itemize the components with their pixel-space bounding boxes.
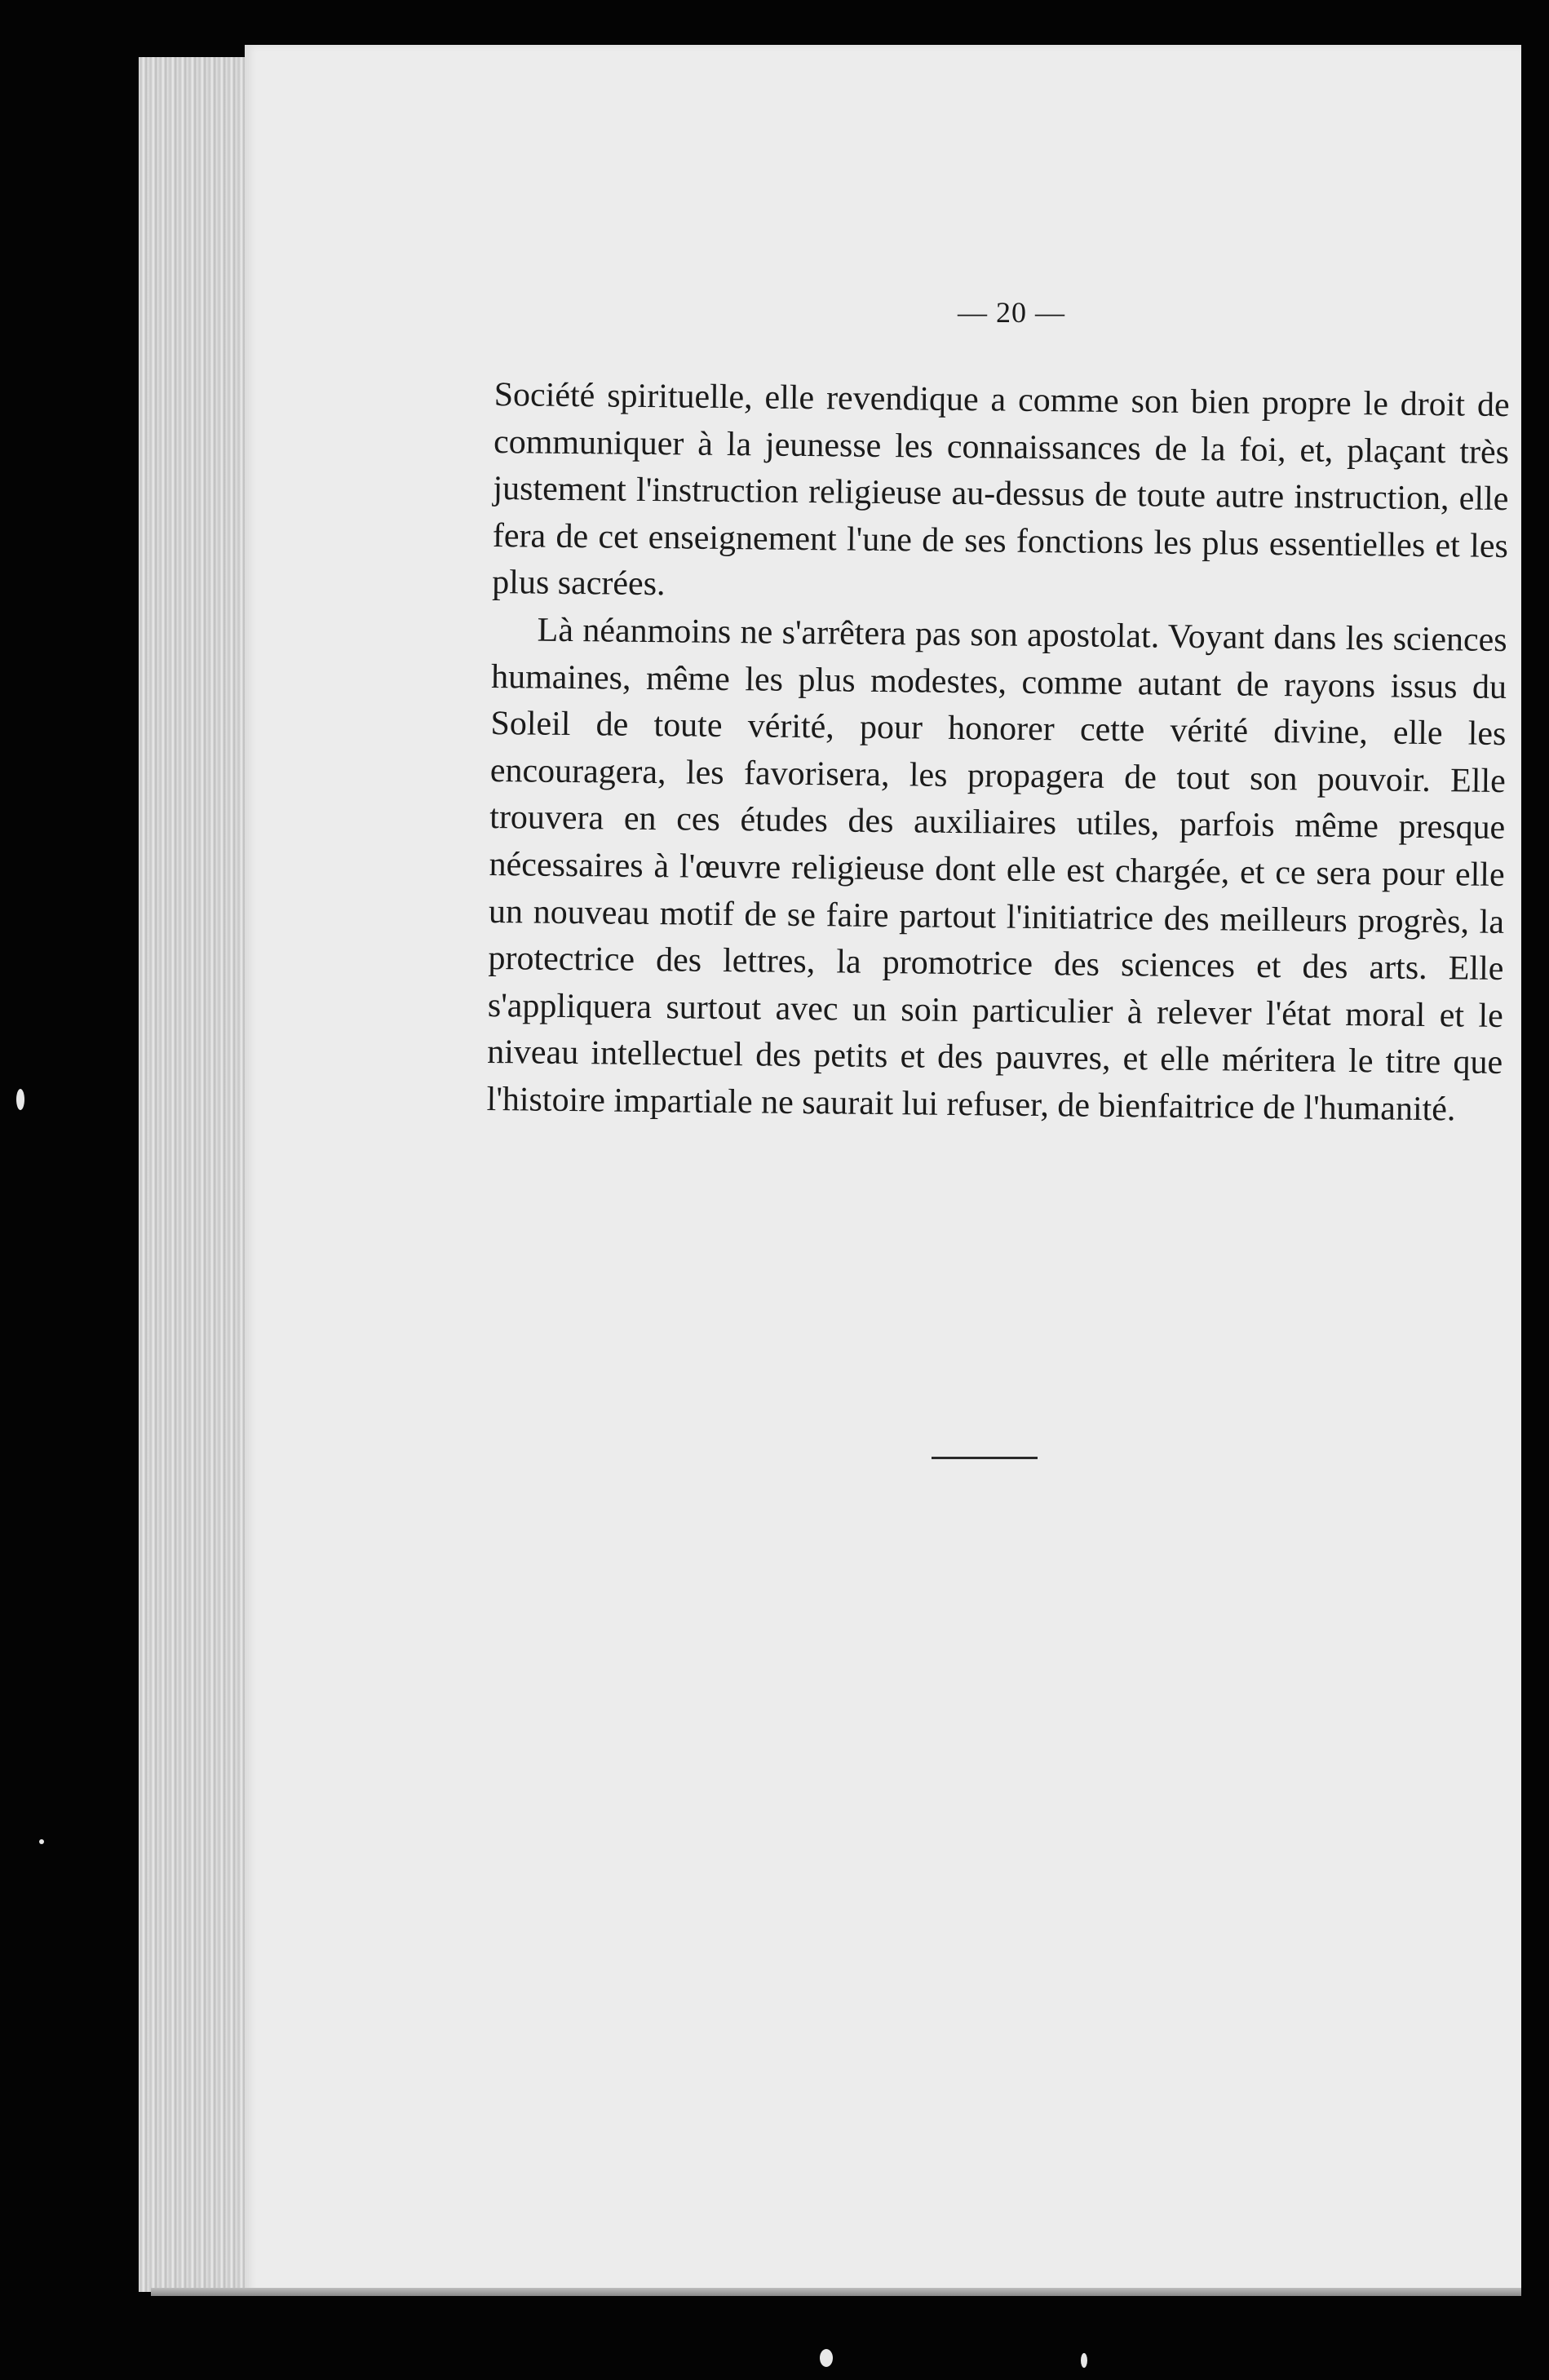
- paragraph-2: Là néanmoins ne s'arrêtera pas son apostolat. Voyant dans les sciences humaines, même les plus modestes, comme autant de rayons issus du Soleil de toute vérité, pour honorer cette vérité divine, elle les encouragera, les favorisera, les propagera de tout son pouvoir. Elle trouvera en ces études des auxiliaires utiles, parfois même presque nécessaires à l'œuvre religieuse dont elle est chargée, et ce sera pour elle un nouveau motif de se faire partout l'initiatrice des meilleurs progrès, la protectrice des lettres, la promotrice des sciences et des arts. Elle s'appliquera surtout avec un soin particulier à relever l'état moral et le niveau intellectuel des petits et des pauvres, et elle méritera le titre que l'histoire impartiale ne saurait lui refuser, de bienfaitrice de l'humanité.: [486, 611, 1507, 1129]
- scan-speck: [16, 1089, 24, 1110]
- scan-speck: [39, 1839, 44, 1844]
- paragraph-1: Société spirituelle, elle revendique a comme son bien propre le droit de communiquer à la jeunesse les connaissances de la foi, et, plaçant très justement l'instruction religieuse au-dessus de toute autre instruction, elle fera de cet enseignement l'une de ses fonctions les plus essentielles et les plus sacrées.: [492, 375, 1510, 604]
- scan-speck: [1081, 2353, 1087, 2368]
- page-bottom-edge: [151, 2288, 1521, 2296]
- end-of-text-rule: [932, 1457, 1038, 1459]
- body-text: [486, 372, 1510, 1134]
- scan-speck: [820, 2349, 833, 2367]
- page-number: — 20 —: [958, 296, 1065, 329]
